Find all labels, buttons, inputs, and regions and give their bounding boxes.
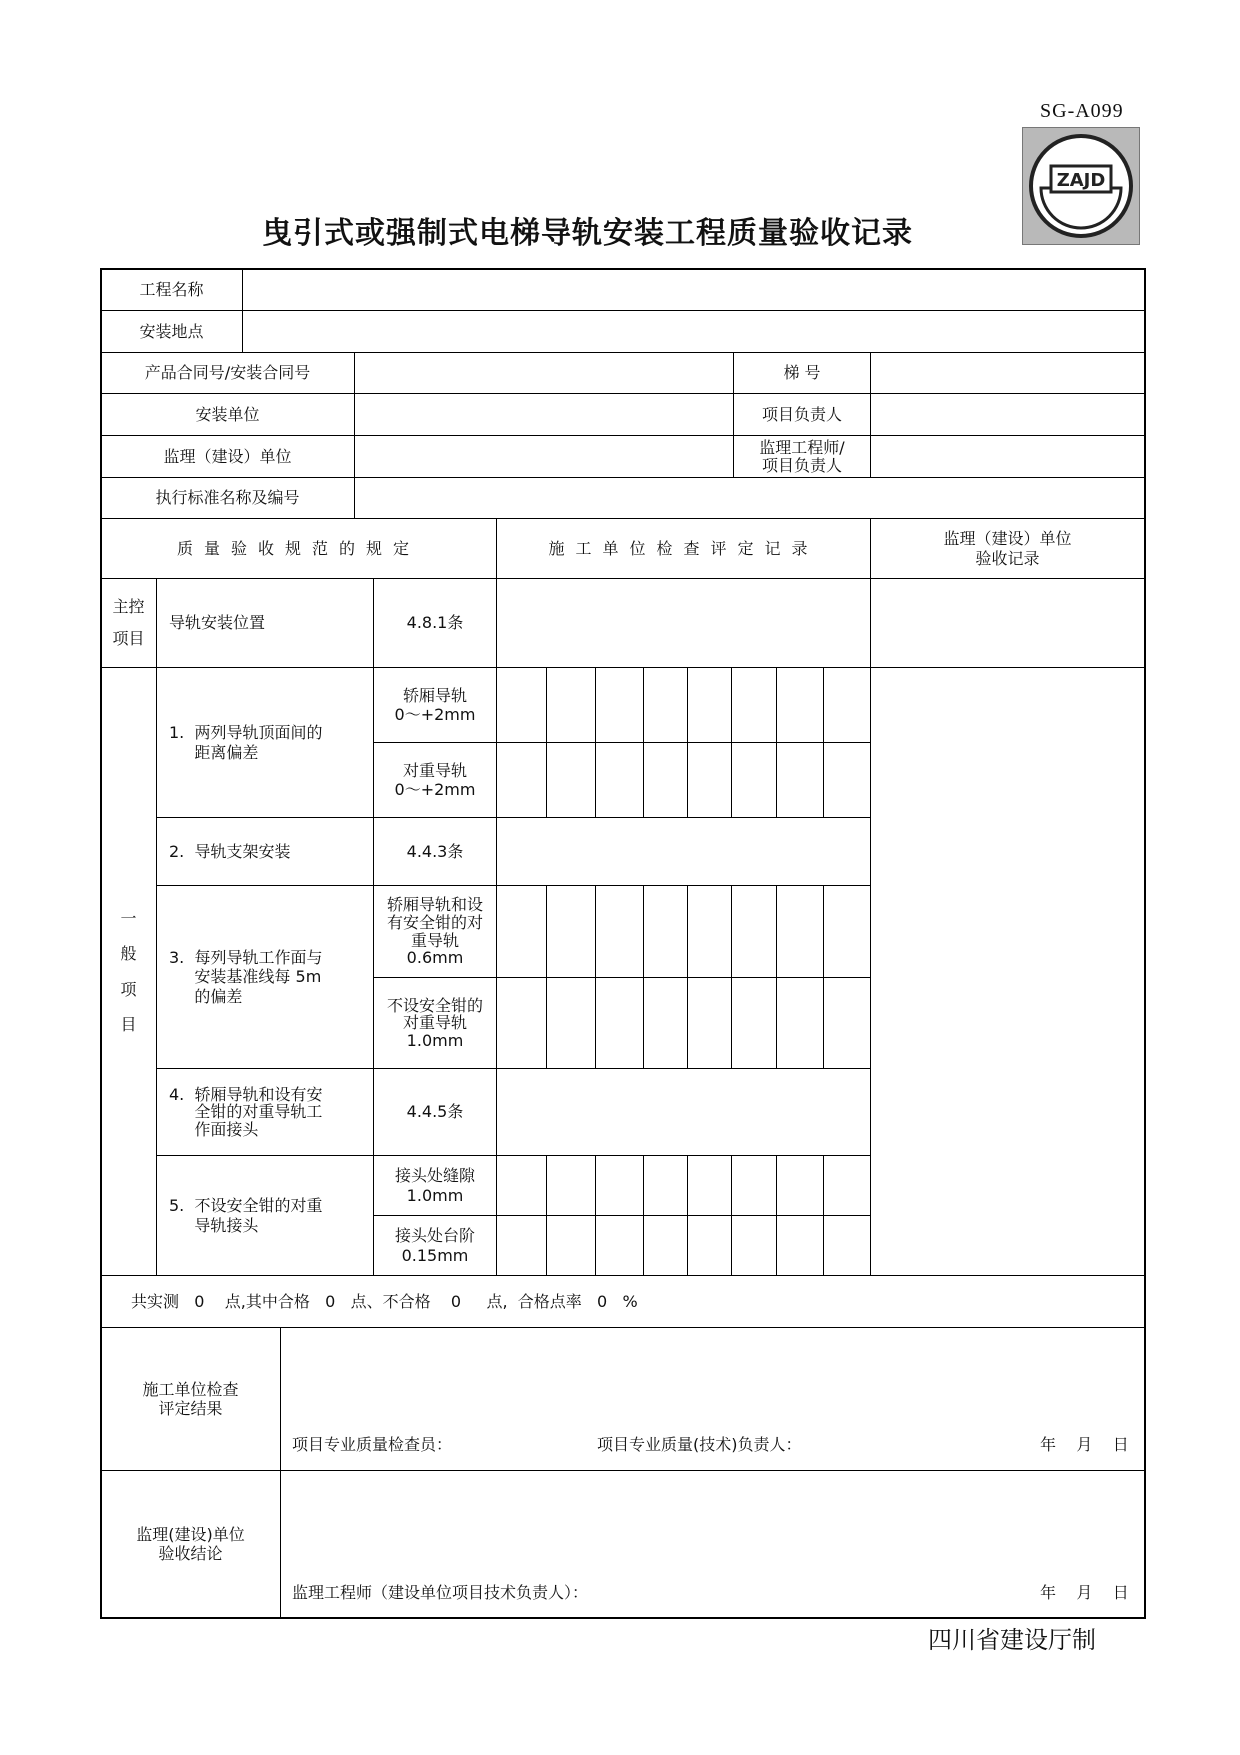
- general-category: 一 般 项 目: [120, 909, 137, 1034]
- install-unit-label: 安装单位: [195, 404, 260, 424]
- item3-car-rail-spec: 轿厢导轨和设 有安全钳的对 重导轨 0.6mm: [386, 895, 483, 968]
- spec-column-header: 质量验收规范的规定: [176, 538, 420, 558]
- item1-car-rail-spec: 轿厢导轨 0～+2mm: [394, 685, 476, 724]
- svg-text:ZAJD: ZAJD: [1056, 170, 1106, 191]
- page-title: 曳引式或强制式电梯导轨安装工程质量验收记录: [262, 216, 913, 251]
- tech-lead-label: 项目专业质量(技术)负责人：: [597, 1435, 802, 1455]
- install-location-label: 安装地点: [139, 321, 204, 341]
- acceptance-date: 年 月 日: [1040, 1583, 1129, 1603]
- contract-field[interactable]: [355, 353, 733, 393]
- project-name-label: 工程名称: [139, 280, 204, 300]
- general-item-2: 2. 导轨支架安装: [169, 841, 291, 861]
- inspection-label: 施工单位检查 评定结果: [142, 1379, 239, 1418]
- elevator-no-field[interactable]: [871, 353, 1144, 393]
- project-name-field[interactable]: [243, 270, 1144, 310]
- inspection-date: 年 月 日: [1040, 1435, 1129, 1455]
- general-item-1: 1. 两列导轨顶面间的 距离偏差: [169, 723, 323, 762]
- item5-gap-spec: 接头处缝隙 1.0mm: [394, 1166, 475, 1205]
- item2-record[interactable]: [497, 818, 870, 885]
- quality-inspector-label: 项目专业质量检查员：: [292, 1435, 453, 1455]
- stats-summary: 共实测 0 点,其中合格 0 点、不合格 0 点, 合格点率 0 %: [131, 1291, 638, 1311]
- install-location-field[interactable]: [243, 311, 1144, 352]
- project-lead-field[interactable]: [871, 394, 1144, 435]
- acceptance-label: 监理(建设)单位 验收结论: [136, 1524, 245, 1563]
- supervisor-field[interactable]: [871, 436, 1144, 477]
- standard-field[interactable]: [355, 478, 1144, 518]
- general-item-4: 4. 轿厢导轨和设有安 全钳的对重导轨工 作面接头: [169, 1084, 323, 1139]
- issuer-footer: 四川省建设厅制: [928, 1626, 1096, 1654]
- supervision-unit-label: 监理（建设）单位: [163, 446, 292, 466]
- project-lead-label: 项目负责人: [761, 404, 842, 424]
- main-control-record[interactable]: [497, 579, 870, 667]
- item5-step-spec: 接头处台阶 0.15mm: [394, 1226, 475, 1265]
- install-unit-field[interactable]: [355, 394, 733, 435]
- acceptance-result-field[interactable]: [281, 1471, 1144, 1571]
- supervisor-label: 监理工程师/ 项目负责人: [759, 437, 845, 475]
- supervising-engineer-label: 监理工程师（建设单位项目技术负责人）：: [292, 1583, 589, 1603]
- main-control-category: 主控 项目: [112, 597, 145, 648]
- supervision-unit-field[interactable]: [355, 436, 733, 477]
- general-acceptance[interactable]: [871, 668, 1144, 1275]
- item4-clause: 4.4.5条: [406, 1102, 464, 1122]
- item4-record[interactable]: [497, 1069, 870, 1155]
- inspection-result-field[interactable]: [281, 1328, 1144, 1423]
- general-item-5: 5. 不设安全钳的对重 导轨接头: [169, 1196, 323, 1235]
- construction-column-header: 施工单位检查评定记录: [548, 538, 819, 558]
- item1-counterweight-spec: 对重导轨 0～+2mm: [394, 760, 476, 799]
- main-control-clause: 4.8.1条: [406, 613, 464, 633]
- supervision-column-header: 监理（建设）单位 验收记录: [943, 529, 1072, 568]
- main-control-acceptance[interactable]: [871, 579, 1144, 667]
- form-code: SG-A099: [1040, 100, 1124, 122]
- item2-clause: 4.4.3条: [406, 841, 464, 861]
- contract-label: 产品合同号/安装合同号: [144, 363, 311, 383]
- main-control-item: 导轨安装位置: [169, 613, 266, 633]
- standard-label: 执行标准名称及编号: [155, 488, 300, 508]
- item3-counterweight-spec: 不设安全钳的 对重导轨 1.0mm: [386, 995, 483, 1050]
- elevator-no-label: 梯 号: [783, 363, 821, 383]
- general-item-3: 3. 每列导轨工作面与 安装基准线每 5m 的偏差: [169, 948, 323, 1006]
